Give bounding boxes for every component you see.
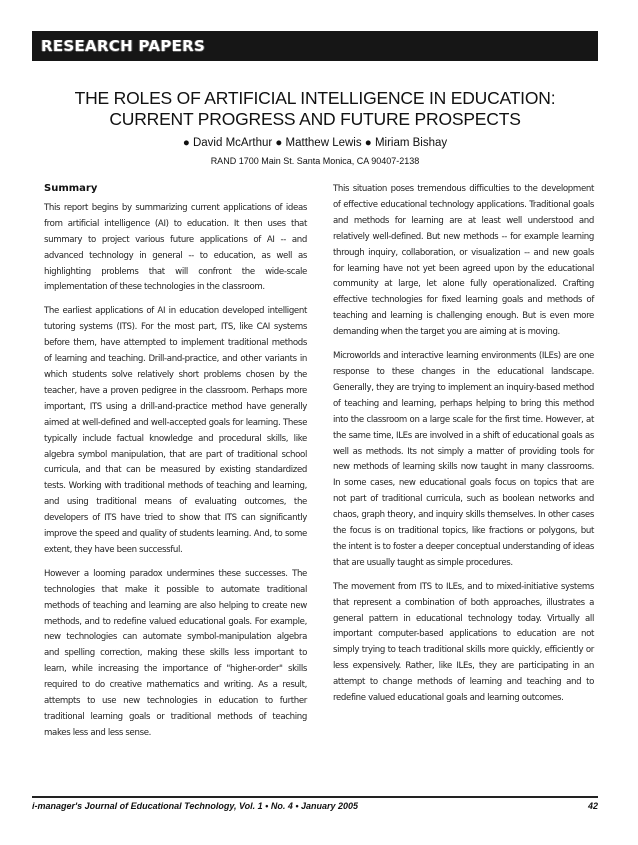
- author-address: RAND 1700 Main St. Santa Monica, CA 90407-2138: [210, 156, 420, 166]
- section-banner: [32, 31, 598, 61]
- summary-heading: Summary: [44, 183, 98, 194]
- paper-title: [32, 88, 598, 130]
- body-paragraph: However a looming paradox undermines these successes. The technologies that make it possible to automate traditional methods of teaching and learning are also helping to create new methods, and to redefine valued educational goals. For example, new technologies can automate symbol-manipulation algebra and spelling correction, making these skills less important to learn, while increasing the importance of "higher-order" skills required to do creative mathematics and writing. As a result, attempts to use new technologies in education to further traditional learning goals or traditional methods of teaching makes less and less sense.: [44, 568, 307, 738]
- body-paragraph: The earliest applications of AI in education developed intelligent tutoring systems (ITS). For the most part, ITS, like CAI systems before them, have attempted to implement traditional methods of learning and teaching. Drill-and-practice, and other variants in which students solve relatively short problems chosen by the teacher, have a proven pedigree in the classroom. Perhaps more important, ITS using a drill-and-practice method have generally aimed at well-defined and well-accepted goals for learning. These typically include factual knowledge and procedural skills, like algebra symbol manipulation, that are part of traditional school curricula, and that can be measured by existing standardized tests. Working with traditional methods of teaching and learning, and using traditional means of evaluating outcomes, the developers of ITS have tried to show that ITS can significantly improve the speed and quality of students learning. And, to some extent, they have been successful.: [44, 306, 307, 555]
- section-banner-label: RESEARCH PAPERS: [41, 37, 206, 55]
- footer-divider: [32, 796, 598, 798]
- body-paragraph: This report begins by summarizing current applications of ideas from artificial intelligence (AI) to education. It then uses that summary to project various future applications of AI -- and advanced technology in general -- to education, as well as highlighting problems that will confront the wide-scale implementation of these technologies in the classroom.: [44, 202, 307, 293]
- page-number: 42: [587, 801, 598, 811]
- journal-citation: i-manager's Journal of Educational Technology, Vol. 1 • No. 4 • January 2005: [32, 801, 359, 811]
- body-paragraph: Microworlds and interactive learning environments (ILEs) are one response to these changes in the educational landscape. Generally, they are trying to implement an inquiry-based method of teaching and learning, perhaps helping to bring this method into the classroom on a large scale for the first time. However, at the same time, ILEs are involved in a shift of educational goals as well as methods. Its not simply a matter of providing tools for new methods of learning skills now taught in many classrooms. In some cases, new educational goals focus on topics that are not part of traditional curricula, such as boolean networks and chaos, graph theory, and inquiry skills themselves. In other cases the focus is on traditional topics, like fractions or polygons, but the intent is to foster a deeper conceptual understanding of ideas that are usually taught as simple procedures.: [333, 351, 594, 568]
- body-paragraph: This situation poses tremendous difficulties to the development of effective educational technology applications. Traditional goals and methods for learning are at least well understood and relatively well-defined. But new methods -- for example learning through inquiry, collaboration, or visualization -- and new goals for learning have not yet been agreed upon by the educational community at large, let alone fully operationalized. Crafting effective technologies for fixed learning goals and methods of teaching and learning is challenging enough. But is even more demanding when the target you are aiming at is moving.: [333, 184, 594, 338]
- paper-title-line-1: THE ROLES OF ARTIFICIAL INTELLIGENCE IN EDUCATION:: [74, 88, 556, 108]
- body-paragraph: The movement from ITS to ILEs, and to mixed-initiative systems that represent a combination of both approaches, illustrates a general pattern in educational technology today. Virtually all important computer-based applications to education are not simply trying to teach traditional skills more quickly, efficiently or less expensively. Rather, like ILEs, they are participating in an attempt to change methods of learning and teaching and to redefine valued educational goals and learning outcomes.: [333, 581, 594, 704]
- right-column: [333, 182, 594, 715]
- author-list: ● David McArthur ● Matthew Lewis ● Miriam Bishay: [182, 137, 448, 149]
- left-column: [44, 181, 307, 750]
- paper-title-line-2: CURRENT PROGRESS AND FUTURE PROSPECTS: [109, 109, 521, 129]
